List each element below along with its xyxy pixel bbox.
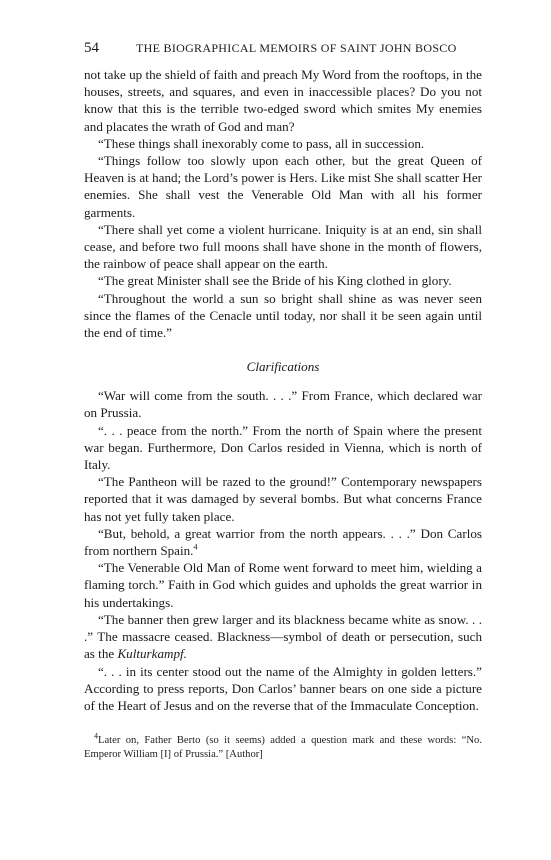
page-number: 54 (84, 40, 99, 56)
book-page (84, 40, 482, 762)
paragraph (84, 611, 482, 663)
paragraph: “Things follow too slowly upon each other, but the great Queen of Heaven is at hand; the Lord’s power is Hers. Like mist She shall scatter Her enemies. She shall vest the Venerable Old Man with all his former garments. (84, 153, 482, 220)
italic-term: Kulturkampf. (117, 646, 187, 662)
paragraph: “These things shall inexorably come to pass, all in succession. (98, 135, 425, 151)
paragraph: “War will come from the south. . . .” From France, which declared war on Prussia. (84, 388, 482, 421)
paragraph: “. . . in its center stood out the name of the Almighty in golden letters.” According to press reports, Don Carlos’ banner bears on one side a picture of the Heart of Jesus and on the reverse that of the Immaculate Conception. (84, 663, 482, 713)
paragraph-text: “But, behold, a great warrior from the north appears. . . .” Don Carlos from northern Spain. (84, 525, 482, 559)
paragraph: “The great Minister shall see the Bride of his King clothed in glory. (98, 273, 452, 289)
paragraph (84, 525, 482, 559)
section-title: Clarifications (246, 359, 320, 375)
footnote-marker: 4 (94, 731, 98, 741)
page-header (84, 40, 482, 66)
paragraph: “. . . peace from the north.” From the north of Spain where the present war began. Furthermore, Don Carlos resided in Vienna, which is north of Italy. (84, 422, 482, 473)
paragraph: “The Pantheon will be razed to the ground!” Contemporary newspapers reported that it was damaged by several bombs. But what concerns France has not yet fully taken place. (84, 474, 482, 524)
footnote-reference[interactable]: 4 (193, 542, 198, 552)
paragraph: not take up the shield of faith and preach My Word from the rooftops, in the houses, streets, and squares, and even in inaccessible places? Do you not know that this is the terrible two-edged sword which smites My enemies and placates the wrath of God and man? (84, 67, 482, 134)
running-head: THE BIOGRAPHICAL MEMOIRS OF SAINT JOHN BOSCO (136, 41, 457, 55)
footnote (84, 731, 482, 762)
paragraph-text: “The banner then grew larger and its blackness became white as snow. . . .” The massacre ceased. Blackness—symbol of death or persecution, such as the (84, 611, 482, 662)
footnote-text: Later on, Father Berto (so it seems) added a question mark and these words: “No. Emperor William [I] of Prussia.” [Author] (84, 735, 482, 761)
paragraph: “Throughout the world a sun so bright shall shine as was never seen since the flames of the Cenacle until today, nor shall it be seen again until the end of time.” (84, 290, 482, 341)
paragraph: “There shall yet come a violent hurricane. Iniquity is at an end, sin shall cease, and before two full moons shall have shone in the month of flowers, the rainbow of peace shall appear on the earth. (84, 221, 482, 272)
body-text (84, 66, 482, 714)
paragraph: “The Venerable Old Man of Rome went forward to meet him, wielding a flaming torch.” Faith in God which guides and upholds the great warrior in his undertakings. (84, 560, 482, 610)
